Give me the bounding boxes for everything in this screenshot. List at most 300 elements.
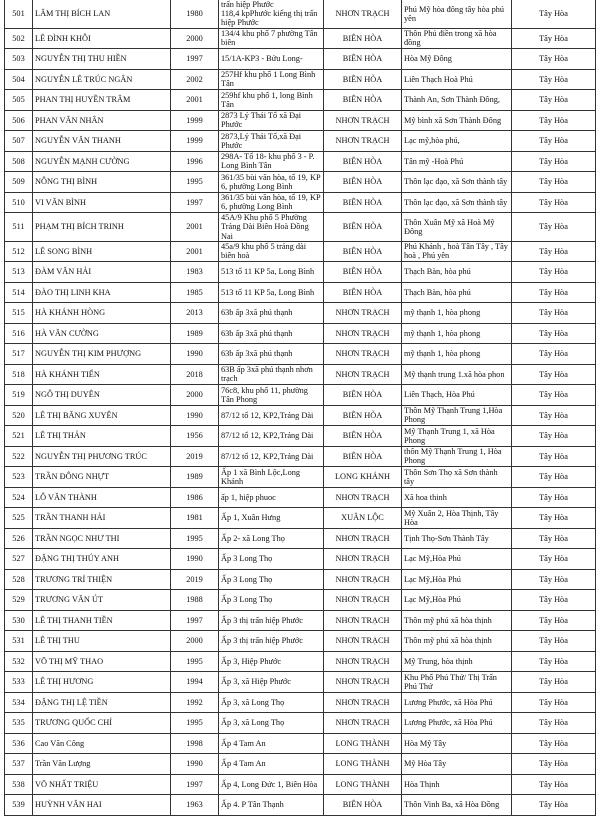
- hometown-cell: mỹ thạnh 1, hòa phong: [402, 344, 512, 365]
- hometown-cell: Mỹ Trung, hòa thịnh: [402, 651, 512, 672]
- birth-year-cell: 1986: [171, 487, 219, 508]
- birth-year-cell: 1999: [171, 110, 219, 131]
- registered-area-cell: LONG THÀNH: [324, 774, 402, 795]
- hometown-cell: Lạc Mỹ,Hòa Phú: [402, 569, 512, 590]
- current-address-cell: Ấp 4. P Tân Thạnh: [219, 795, 324, 816]
- table-row: [5, 282, 596, 303]
- table-row: [5, 569, 596, 590]
- table-row: [5, 241, 596, 262]
- row-number-cell: 527: [5, 549, 33, 570]
- current-address-cell: 513 tổ 11 KP 5a, Long Bình: [219, 282, 324, 303]
- table-row: [5, 172, 596, 193]
- current-address-cell: Ấp 1, Xuân Hưng: [219, 508, 324, 529]
- row-number-cell: 523: [5, 467, 33, 488]
- table-row: [5, 713, 596, 734]
- current-address-cell: Ấp 3 thị trấn hiệp Phước: [219, 631, 324, 652]
- hometown-cell: Tịnh Thọ-Sơn Thành Tây: [402, 528, 512, 549]
- table-row: [5, 774, 596, 795]
- table-row: [5, 28, 596, 49]
- hometown-cell: Thôn lạc đạo, xã Sơn thành tây: [402, 172, 512, 193]
- full-name-cell: TRƯƠNG TRÍ THIỆN: [33, 569, 171, 590]
- hometown-cell: Thôn lạc đạo, xã Sơn thành tây: [402, 192, 512, 213]
- hometown-cell: Hòa Mỹ Đông: [402, 49, 512, 70]
- full-name-cell: TRẦN ĐÔNG NHỰT: [33, 467, 171, 488]
- birth-year-cell: 1985: [171, 282, 219, 303]
- row-number-cell: 534: [5, 692, 33, 713]
- current-address-cell: Ấp 4, Long Đức 1, Biên Hòa: [219, 774, 324, 795]
- registered-area-cell: NHƠN TRẠCH: [324, 487, 402, 508]
- current-address-cell: Ấp 3 thị trấn hiệp Phước: [219, 610, 324, 631]
- current-address-cell: Ấp 3, xã Long Thọ: [219, 692, 324, 713]
- hometown-cell: Lạc mỹ,hòa phú,: [402, 131, 512, 152]
- hometown-cell: Hòa Thịnh: [402, 774, 512, 795]
- table-row: [5, 672, 596, 693]
- registered-area-cell: NHƠN TRẠCH: [324, 549, 402, 570]
- home-district-cell: Tây Hòa: [512, 426, 596, 447]
- home-district-cell: Tây Hòa: [512, 282, 596, 303]
- row-number-cell: 519: [5, 385, 33, 406]
- hometown-cell: Mỹ Hòa Tây: [402, 754, 512, 775]
- hometown-cell: Lạc Mỹ,Hòa Phú: [402, 590, 512, 611]
- birth-year-cell: 1990: [171, 549, 219, 570]
- birth-year-cell: 1989: [171, 323, 219, 344]
- row-number-cell: 530: [5, 610, 33, 631]
- birth-year-cell: 1980: [171, 0, 219, 28]
- table-row: [5, 192, 596, 213]
- current-address-cell: 2873,Lý Thái Tổ,xã Đại Phước: [219, 131, 324, 152]
- home-district-cell: Tây Hòa: [512, 0, 596, 28]
- table-row: [5, 692, 596, 713]
- home-district-cell: Tây Hòa: [512, 528, 596, 549]
- table-row: [5, 385, 596, 406]
- table-row: [5, 262, 596, 283]
- row-number-cell: 525: [5, 508, 33, 529]
- table-row: [5, 0, 596, 28]
- full-name-cell: HÀ KHÁNH TIẾN: [33, 364, 171, 385]
- current-address-cell: 15/1A-KP3 - Bửu Long-: [219, 49, 324, 70]
- hometown-cell: Thạch Bàn, hòa phú: [402, 262, 512, 283]
- full-name-cell: Cao Văn Công: [33, 733, 171, 754]
- current-address-cell: Ấp 2- xã Long Thọ: [219, 528, 324, 549]
- table-row: [5, 610, 596, 631]
- birth-year-cell: 2001: [171, 213, 219, 242]
- full-name-cell: LÊ THỊ HƯƠNG: [33, 672, 171, 693]
- home-district-cell: Tây Hòa: [512, 467, 596, 488]
- hometown-cell: Tân mỹ -Hoà Phú: [402, 151, 512, 172]
- birth-year-cell: 1990: [171, 405, 219, 426]
- home-district-cell: Tây Hòa: [512, 69, 596, 90]
- row-number-cell: 526: [5, 528, 33, 549]
- home-district-cell: Tây Hòa: [512, 192, 596, 213]
- birth-year-cell: 1995: [171, 172, 219, 193]
- birth-year-cell: 1996: [171, 151, 219, 172]
- current-address-cell: 361/35 bùi văn hòa, tổ 19, KP 6, phường Long Bình: [219, 172, 324, 193]
- full-name-cell: NÔNG THỊ BÌNH: [33, 172, 171, 193]
- row-number-cell: 520: [5, 405, 33, 426]
- table-row: [5, 344, 596, 365]
- row-number-cell: 517: [5, 344, 33, 365]
- current-address-cell: Ấp 3 Long Thọ: [219, 590, 324, 611]
- full-name-cell: ĐÀO THỊ LINH KHA: [33, 282, 171, 303]
- registered-area-cell: BIÊN HÒA: [324, 28, 402, 49]
- birth-year-cell: 1995: [171, 528, 219, 549]
- registered-area-cell: NHƠN TRẠCH: [324, 590, 402, 611]
- row-number-cell: 539: [5, 795, 33, 816]
- birth-year-cell: 2001: [171, 241, 219, 262]
- registered-area-cell: NHƠN TRẠCH: [324, 610, 402, 631]
- hometown-cell: Thôn Phú điền trong xã hòa đồng: [402, 28, 512, 49]
- hometown-cell: Liên Thạch, Hòa Phú: [402, 385, 512, 406]
- full-name-cell: HUỲNH VĂN HAI: [33, 795, 171, 816]
- birth-year-cell: 1999: [171, 131, 219, 152]
- birth-year-cell: 1981: [171, 508, 219, 529]
- current-address-cell: 2873 Lý Thái Tổ xã Đại Phước: [219, 110, 324, 131]
- hometown-cell: Liên Thạch Hoà Phú: [402, 69, 512, 90]
- full-name-cell: LÊ THỊ THANH TIỀN: [33, 610, 171, 631]
- registered-area-cell: BIÊN HÒA: [324, 795, 402, 816]
- current-address-cell: 361/35 bùi văn hòa, tổ 19, KP 6, phường Long Bình: [219, 192, 324, 213]
- registered-area-cell: NHƠN TRẠCH: [324, 344, 402, 365]
- current-address-cell: 87/12 tổ 12, KP2,Trảng Dài: [219, 405, 324, 426]
- registered-area-cell: BIÊN HÒA: [324, 426, 402, 447]
- full-name-cell: HÀ KHÁNH HÒNG: [33, 303, 171, 324]
- row-number-cell: 537: [5, 754, 33, 775]
- registered-area-cell: NHƠN TRẠCH: [324, 692, 402, 713]
- home-district-cell: Tây Hòa: [512, 241, 596, 262]
- home-district-cell: Tây Hòa: [512, 364, 596, 385]
- hometown-cell: Mỹ Thạnh Trung 1, xã Hòa Phong: [402, 426, 512, 447]
- current-address-cell: 63b ấp 3xã phú thạnh: [219, 323, 324, 344]
- birth-year-cell: 1990: [171, 344, 219, 365]
- full-name-cell: NGUYỄN THỊ KIM PHƯỢNG: [33, 344, 171, 365]
- row-number-cell: 515: [5, 303, 33, 324]
- registered-area-cell: NHƠN TRẠCH: [324, 110, 402, 131]
- birth-year-cell: 1983: [171, 262, 219, 283]
- table-row: [5, 323, 596, 344]
- birth-year-cell: 1992: [171, 692, 219, 713]
- full-name-cell: TRƯƠNG QUỐC CHỈ: [33, 713, 171, 734]
- hometown-cell: Thôn mỹ phú xã hòa thịnh: [402, 610, 512, 631]
- birth-year-cell: 1995: [171, 713, 219, 734]
- home-district-cell: Tây Hòa: [512, 28, 596, 49]
- row-number-cell: 512: [5, 241, 33, 262]
- current-address-cell: Ấp 3 Long Thọ: [219, 549, 324, 570]
- full-name-cell: LÊ ĐÌNH KHÔI: [33, 28, 171, 49]
- row-number-cell: 533: [5, 672, 33, 693]
- table-row: [5, 151, 596, 172]
- home-district-cell: Tây Hòa: [512, 590, 596, 611]
- current-address-cell: 45A/9 Khu phố 5 Phường Trảng Dài Biên Hoà Đồng Nai: [219, 213, 324, 242]
- full-name-cell: HÀ VĂN CƯỜNG: [33, 323, 171, 344]
- full-name-cell: NGUYỄN VĂN THANH: [33, 131, 171, 152]
- current-address-cell: 87/12 tổ 12, KP2,Trảng Dài: [219, 446, 324, 467]
- hometown-cell: Thôn Mỹ Thạnh Trung 1,Hòa Phong: [402, 405, 512, 426]
- home-district-cell: Tây Hòa: [512, 651, 596, 672]
- registered-area-cell: BIÊN HÒA: [324, 385, 402, 406]
- full-name-cell: LÊ SONG BÌNH: [33, 241, 171, 262]
- registered-area-cell: BIÊN HÒA: [324, 151, 402, 172]
- registered-area-cell: BIÊN HÒA: [324, 49, 402, 70]
- current-address-cell: 87/12 tổ 12, KP2,Trảng Dài: [219, 426, 324, 447]
- full-name-cell: PHAN VĂN NHÂN: [33, 110, 171, 131]
- birth-year-cell: 1998: [171, 733, 219, 754]
- home-district-cell: Tây Hòa: [512, 713, 596, 734]
- row-number-cell: 531: [5, 631, 33, 652]
- full-name-cell: NGUYỄN THỊ PHƯƠNG TRÚC: [33, 446, 171, 467]
- full-name-cell: LÊ THỊ THU: [33, 631, 171, 652]
- hometown-cell: Thôn Vinh Ba, xã Hòa Đồng: [402, 795, 512, 816]
- birth-year-cell: 2018: [171, 364, 219, 385]
- registered-area-cell: BIÊN HÒA: [324, 213, 402, 242]
- registered-area-cell: NHƠN TRẠCH: [324, 651, 402, 672]
- registered-area-cell: BIÊN HÒA: [324, 282, 402, 303]
- row-number-cell: 506: [5, 110, 33, 131]
- registered-area-cell: XUÂN LỘC: [324, 508, 402, 529]
- row-number-cell: 516: [5, 323, 33, 344]
- full-name-cell: TRẦN THANH HẢI: [33, 508, 171, 529]
- residents-table: [4, 0, 596, 816]
- home-district-cell: Tây Hòa: [512, 405, 596, 426]
- table-row: [5, 405, 596, 426]
- row-number-cell: 522: [5, 446, 33, 467]
- full-name-cell: ĐÀM VĂN HẢI: [33, 262, 171, 283]
- full-name-cell: PHAN THỊ HUYỀN TRÂM: [33, 90, 171, 111]
- home-district-cell: Tây Hòa: [512, 49, 596, 70]
- current-address-cell: Ấp 4 Tam An: [219, 733, 324, 754]
- birth-year-cell: 1989: [171, 467, 219, 488]
- table-row: [5, 49, 596, 70]
- registered-area-cell: NHƠN TRẠCH: [324, 569, 402, 590]
- birth-year-cell: 2019: [171, 569, 219, 590]
- table-row: [5, 90, 596, 111]
- home-district-cell: Tây Hòa: [512, 385, 596, 406]
- full-name-cell: TRẦN NGỌC NHƯ THI: [33, 528, 171, 549]
- hometown-cell: Lương Phước, xã Hòa Phú: [402, 692, 512, 713]
- full-name-cell: NGUYỄN LÊ TRÚC NGÂN: [33, 69, 171, 90]
- full-name-cell: VÕ THỊ MỸ THAO: [33, 651, 171, 672]
- current-address-cell: ấp 1, hiệp phuoc: [219, 487, 324, 508]
- home-district-cell: Tây Hòa: [512, 213, 596, 242]
- table-row: [5, 131, 596, 152]
- hometown-cell: Lạc Mỹ,Hòa Phú: [402, 549, 512, 570]
- hometown-cell: Thôn Sơn Thọ xã Sơn thành tây: [402, 467, 512, 488]
- home-district-cell: Tây Hòa: [512, 549, 596, 570]
- row-number-cell: 538: [5, 774, 33, 795]
- home-district-cell: Tây Hòa: [512, 733, 596, 754]
- birth-year-cell: 2002: [171, 69, 219, 90]
- hometown-cell: Thạch Bàn, hòa phú: [402, 282, 512, 303]
- full-name-cell: VI VĂN BÌNH: [33, 192, 171, 213]
- current-address-cell: Ấp 1 xã Bình Lộc,Long Khánh: [219, 467, 324, 488]
- table-row: [5, 651, 596, 672]
- hometown-cell: Phú Mỹ hòa đông tây hòa phú yên: [402, 0, 512, 28]
- home-district-cell: Tây Hòa: [512, 631, 596, 652]
- hometown-cell: Mỹ bình xã Sơn Thành Đông: [402, 110, 512, 131]
- current-address-cell: 513 tổ 11 KP 5a, Long Bình: [219, 262, 324, 283]
- table-row: [5, 795, 596, 816]
- registered-area-cell: NHƠN TRẠCH: [324, 672, 402, 693]
- birth-year-cell: 1997: [171, 49, 219, 70]
- birth-year-cell: 1997: [171, 610, 219, 631]
- registered-area-cell: BIÊN HÒA: [324, 446, 402, 467]
- birth-year-cell: 2000: [171, 385, 219, 406]
- current-address-cell: Ấp 3, Hiệp Phước: [219, 651, 324, 672]
- home-district-cell: Tây Hòa: [512, 344, 596, 365]
- birth-year-cell: 2013: [171, 303, 219, 324]
- row-number-cell: 518: [5, 364, 33, 385]
- registered-area-cell: LONG THÀNH: [324, 733, 402, 754]
- hometown-cell: Thôn mỹ phú xã hòa thịnh: [402, 631, 512, 652]
- home-district-cell: Tây Hòa: [512, 754, 596, 775]
- row-number-cell: 509: [5, 172, 33, 193]
- table-row: [5, 467, 596, 488]
- table-row: [5, 110, 596, 131]
- row-number-cell: 507: [5, 131, 33, 152]
- registered-area-cell: NHƠN TRẠCH: [324, 303, 402, 324]
- registered-area-cell: NHƠN TRẠCH: [324, 364, 402, 385]
- row-number-cell: 513: [5, 262, 33, 283]
- table-row: [5, 754, 596, 775]
- table-row: [5, 446, 596, 467]
- registered-area-cell: BIÊN HÒA: [324, 241, 402, 262]
- current-address-cell: 63b ấp 3xã phú thạnh: [219, 344, 324, 365]
- birth-year-cell: 1997: [171, 192, 219, 213]
- table-row: [5, 549, 596, 570]
- full-name-cell: ĐẶNG THỊ LỆ TIỀN: [33, 692, 171, 713]
- home-district-cell: Tây Hòa: [512, 508, 596, 529]
- row-number-cell: 528: [5, 569, 33, 590]
- home-district-cell: Tây Hòa: [512, 323, 596, 344]
- hometown-cell: thôn Mỹ Thạnh Trung 1, Hòa Phong: [402, 446, 512, 467]
- hometown-cell: Thôn Xuân Mỹ xã Hoà Mỹ Đông: [402, 213, 512, 242]
- birth-year-cell: 1997: [171, 774, 219, 795]
- home-district-cell: Tây Hòa: [512, 487, 596, 508]
- row-number-cell: 514: [5, 282, 33, 303]
- row-number-cell: 536: [5, 733, 33, 754]
- hometown-cell: Hòa Mỹ Tây: [402, 733, 512, 754]
- home-district-cell: Tây Hòa: [512, 172, 596, 193]
- table-row: [5, 69, 596, 90]
- row-number-cell: 535: [5, 713, 33, 734]
- home-district-cell: Tây Hòa: [512, 446, 596, 467]
- hometown-cell: Lương Phước, xã Hòa Phú: [402, 713, 512, 734]
- birth-year-cell: 1963: [171, 795, 219, 816]
- current-address-cell: 63b ấp 3xã phú thạnh: [219, 303, 324, 324]
- current-address-cell: Ấp 3 Long Thọ: [219, 569, 324, 590]
- current-address-cell: 134/4 khu phố 7 phường Tân biên: [219, 28, 324, 49]
- row-number-cell: 501: [5, 0, 33, 28]
- row-number-cell: 508: [5, 151, 33, 172]
- hometown-cell: Mỹ Xuân 2, Hòa Thịnh, Tây Hòa: [402, 508, 512, 529]
- full-name-cell: NGÔ THỊ DUYÊN: [33, 385, 171, 406]
- row-number-cell: 504: [5, 69, 33, 90]
- registered-area-cell: BIÊN HÒA: [324, 172, 402, 193]
- home-district-cell: Tây Hòa: [512, 692, 596, 713]
- registered-area-cell: BIÊN HÒA: [324, 90, 402, 111]
- row-number-cell: 532: [5, 651, 33, 672]
- current-address-cell: 298A- Tổ 18- khu phố 3 - P. Long Bình Tân: [219, 151, 324, 172]
- row-number-cell: 511: [5, 213, 33, 242]
- current-address-cell: trấn hiệp Phước 118,4 kpPhước kiểng thị trấn hiệp Phước: [219, 0, 324, 28]
- birth-year-cell: 1994: [171, 672, 219, 693]
- home-district-cell: Tây Hòa: [512, 131, 596, 152]
- full-name-cell: VÕ NHẤT TRIỆU: [33, 774, 171, 795]
- current-address-cell: 76c8, khu phố 11, phường Tân Phong: [219, 385, 324, 406]
- table-row: [5, 364, 596, 385]
- full-name-cell: LÊ THỊ THẢN: [33, 426, 171, 447]
- birth-year-cell: 2019: [171, 446, 219, 467]
- home-district-cell: Tây Hòa: [512, 795, 596, 816]
- table-row: [5, 528, 596, 549]
- current-address-cell: 257Hf khu phố 1 Long Bình Tân: [219, 69, 324, 90]
- full-name-cell: ĐẶNG THỊ THÚY ANH: [33, 549, 171, 570]
- row-number-cell: 503: [5, 49, 33, 70]
- home-district-cell: Tây Hòa: [512, 774, 596, 795]
- birth-year-cell: 1990: [171, 754, 219, 775]
- registered-area-cell: NHƠN TRẠCH: [324, 0, 402, 28]
- registered-area-cell: NHƠN TRẠCH: [324, 713, 402, 734]
- home-district-cell: Tây Hòa: [512, 110, 596, 131]
- registered-area-cell: BIÊN HÒA: [324, 405, 402, 426]
- home-district-cell: Tây Hòa: [512, 672, 596, 693]
- row-number-cell: 510: [5, 192, 33, 213]
- full-name-cell: LÂM THỊ BÍCH LAN: [33, 0, 171, 28]
- hometown-cell: Xã hoa thinh: [402, 487, 512, 508]
- registered-area-cell: BIÊN HÒA: [324, 262, 402, 283]
- current-address-cell: Ấp 4 Tam An: [219, 754, 324, 775]
- current-address-cell: 63B ấp 3xã phú thạnh nhơn trạch: [219, 364, 324, 385]
- hometown-cell: Thành An, Sơn Thành Đông,: [402, 90, 512, 111]
- row-number-cell: 521: [5, 426, 33, 447]
- table-row: [5, 426, 596, 447]
- birth-year-cell: 2000: [171, 28, 219, 49]
- hometown-cell: mỹ thạnh 1, hòa phong: [402, 303, 512, 324]
- table-row: [5, 213, 596, 242]
- home-district-cell: Tây Hòa: [512, 262, 596, 283]
- hometown-cell: mỹ thạnh 1, hòa phong: [402, 323, 512, 344]
- registered-area-cell: LONG KHÁNH: [324, 467, 402, 488]
- table-row: [5, 733, 596, 754]
- row-number-cell: 524: [5, 487, 33, 508]
- current-address-cell: 45a/9 khu phố 5 trảng dài biên hoà: [219, 241, 324, 262]
- full-name-cell: NGUYỄN MẠNH CƯỜNG: [33, 151, 171, 172]
- home-district-cell: Tây Hòa: [512, 151, 596, 172]
- registered-area-cell: LONG THÀNH: [324, 754, 402, 775]
- current-address-cell: Ấp 3, xã Long Thọ: [219, 713, 324, 734]
- table-body: [5, 0, 596, 815]
- full-name-cell: Trần Văn Lượng: [33, 754, 171, 775]
- table-row: [5, 487, 596, 508]
- current-address-cell: 259hf khu phố 1, long Bình Tân: [219, 90, 324, 111]
- home-district-cell: Tây Hòa: [512, 303, 596, 324]
- table-row: [5, 590, 596, 611]
- full-name-cell: TRƯƠNG VĂN ÚT: [33, 590, 171, 611]
- current-address-cell: Ấp 3, xã Hiệp Phước: [219, 672, 324, 693]
- full-name-cell: PHẠM THỊ BÍCH TRINH: [33, 213, 171, 242]
- registered-area-cell: BIÊN HÒA: [324, 69, 402, 90]
- row-number-cell: 502: [5, 28, 33, 49]
- table-row: [5, 631, 596, 652]
- hometown-cell: Phú Khánh , hoà Tân Tây , Tây hoà , Phú yên: [402, 241, 512, 262]
- birth-year-cell: 2001: [171, 90, 219, 111]
- row-number-cell: 529: [5, 590, 33, 611]
- hometown-cell: Mỹ thạnh trung 1.xã hòa phon: [402, 364, 512, 385]
- registered-area-cell: NHƠN TRẠCH: [324, 631, 402, 652]
- table-row: [5, 303, 596, 324]
- home-district-cell: Tây Hòa: [512, 610, 596, 631]
- birth-year-cell: 1995: [171, 651, 219, 672]
- birth-year-cell: 1988: [171, 590, 219, 611]
